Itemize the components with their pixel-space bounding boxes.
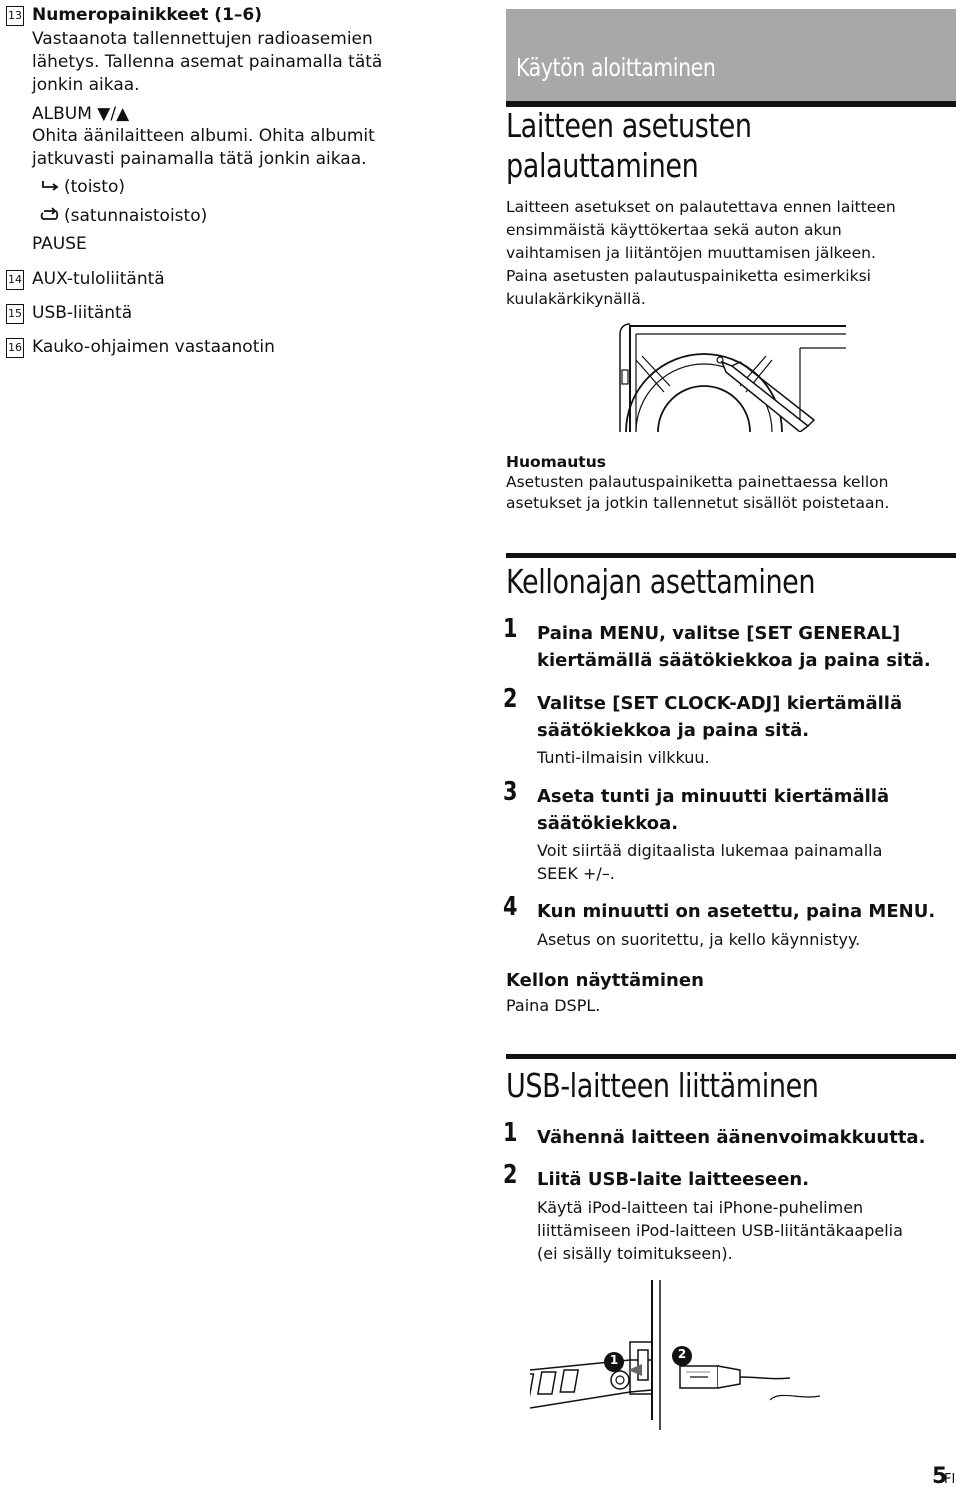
clock-heading: Kellonajan asettaminen (506, 562, 816, 601)
clock-step4-number: 4 (503, 892, 518, 922)
clock-step3-title-line1: Aseta tunti ja minuutti kiertämällä (537, 786, 890, 807)
reset-body-line2: ensimmäistä käyttökertaa sekä auton akun (506, 221, 842, 239)
item13-desc-line3: jonkin aikaa. (32, 75, 140, 95)
clock-step3-title-line2: säätökiekkoa. (537, 813, 679, 834)
usb-step2-desc-line2: liittämiseen iPod-laitteen USB-liitäntäkaapelia (537, 1221, 903, 1240)
clock-step1-title-line1: Paina MENU, valitse [SET GENERAL] (537, 623, 901, 644)
note-line1: Asetusten palautuspainiketta painettaessa kellon (506, 473, 889, 491)
section-header-label: Käytön aloittaminen (516, 53, 716, 82)
usb-step2-title: Liitä USB-laite laitteeseen. (537, 1169, 810, 1190)
note-title: Huomautus (506, 453, 606, 471)
item15-label: USB-liitäntä (32, 303, 133, 323)
album-label: ALBUM ▼/▲ (32, 104, 130, 124)
clock-step3-desc-line2: SEEK +/–. (537, 864, 615, 883)
reset-body-line3: vaihtamisen ja liitäntöjen muuttamisen jälkeen. (506, 244, 876, 262)
figure-marker-1-label: 1 (609, 1353, 619, 1367)
item13-desc-line1: Vastaanota tallennettujen radioasemien (32, 29, 373, 49)
usb-step2-desc-line1: Käytä iPod-laitteen tai iPhone-puhelimen (537, 1198, 864, 1217)
clock-step3-number: 3 (503, 777, 518, 807)
page-language-suffix: FI (944, 1472, 956, 1487)
figure-marker-2-label: 2 (677, 1347, 687, 1361)
reset-button-illustration (600, 320, 850, 432)
shuffle-icon (40, 207, 60, 223)
repeat-label: (toisto) (64, 177, 125, 197)
usb-section-rule (506, 1054, 956, 1059)
album-desc-line1: Ohita äänilaitteen albumi. Ohita albumit (32, 126, 375, 146)
reset-body-line5: kuulakärkikynällä. (506, 290, 646, 308)
usb-step2-number: 2 (503, 1160, 518, 1190)
clock-step4-title: Kun minuutti on asetettu, paina MENU. (537, 901, 936, 922)
clock-step2-title-line2: säätökiekkoa ja paina sitä. (537, 720, 810, 741)
clock-section-rule (506, 553, 956, 558)
usb-step1-title: Vähennä laitteen äänenvoimakkuutta. (537, 1127, 926, 1148)
item14-label: AUX-tuloliitäntä (32, 269, 165, 289)
clock-step2-title-line1: Valitse [SET CLOCK-ADJ] kiertämällä (537, 693, 903, 714)
reset-body-line1: Laitteen asetukset on palautettava ennen laitteen (506, 198, 896, 216)
clock-display-title: Kellon näyttäminen (506, 970, 704, 991)
clock-step4-desc: Asetus on suoritettu, ja kello käynnistyy. (537, 930, 861, 949)
item-number-14: 14 (6, 270, 24, 290)
reset-body-line4: Paina asetusten palautuspainiketta esimerkiksi (506, 267, 871, 285)
note-line2: asetukset ja jotkin tallennetut sisällöt poistetaan. (506, 494, 890, 512)
shuffle-row (40, 205, 207, 228)
usb-step1-number: 1 (503, 1118, 518, 1148)
usb-heading: USB-laitteen liittäminen (506, 1066, 819, 1105)
item-number-16: 16 (6, 338, 24, 358)
usb-step2-desc-line3: (ei sisälly toimitukseen). (537, 1244, 733, 1263)
shuffle-label: (satunnaistoisto) (64, 206, 208, 226)
album-desc-line2: jatkuvasti painamalla tätä jonkin aikaa. (32, 149, 367, 169)
repeat-icon (40, 178, 60, 194)
reset-heading-line1: Laitteen asetusten (506, 106, 752, 145)
reset-heading-line2: palauttaminen (506, 146, 699, 185)
item13-desc-line2: lähetys. Tallenna asemat painamalla tätä (32, 52, 383, 72)
clock-step2-number: 2 (503, 684, 518, 714)
item-number-15: 15 (6, 304, 24, 324)
clock-step2-desc: Tunti-ilmaisin vilkkuu. (537, 748, 710, 767)
item-number-13: 13 (6, 6, 24, 26)
pause-label: PAUSE (32, 234, 87, 254)
clock-step3-desc-line1: Voit siirtää digitaalista lukemaa painamalla (537, 841, 883, 860)
clock-step1-number: 1 (503, 614, 518, 644)
section-header (506, 9, 956, 101)
clock-display-text: Paina DSPL. (506, 996, 601, 1015)
repeat-row (40, 176, 125, 199)
page-number: 5 (932, 1464, 948, 1489)
clock-step1-title-line2: kiertämällä säätökiekkoa ja paina sitä. (537, 650, 931, 671)
item13-title: Numeropainikkeet (1–6) (32, 5, 262, 25)
item16-label: Kauko-ohjaimen vastaanotin (32, 337, 275, 357)
usb-connection-illustration (530, 1280, 820, 1430)
